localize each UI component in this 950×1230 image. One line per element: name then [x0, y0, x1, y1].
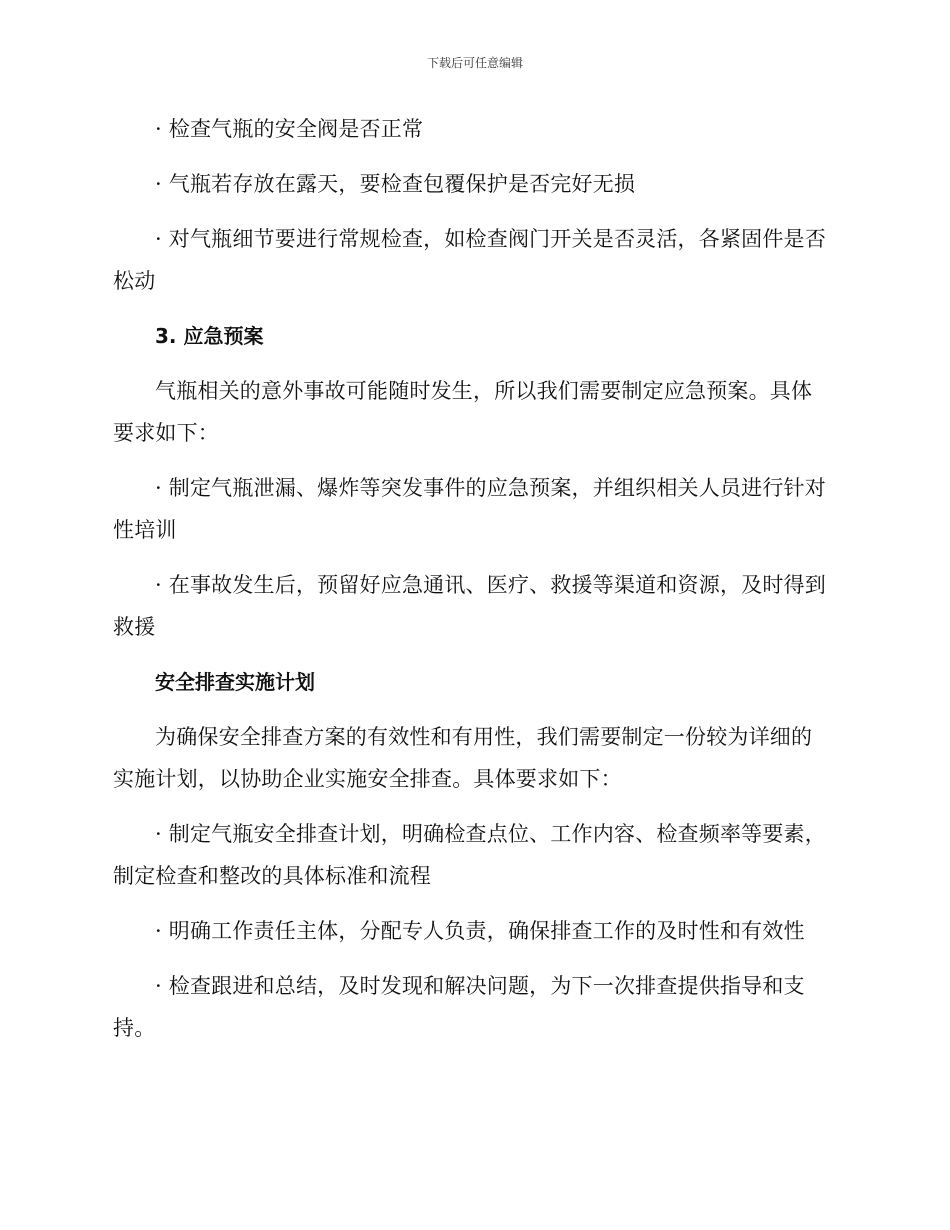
paragraph-emergency-bullet-1: · 制定气瓶泄漏、爆炸等突发事件的应急预案，并组织相关人员进行针对性培训 [113, 476, 826, 542]
paragraph-plan-bullet-2: · 明确工作责任主体，分配专人负责，确保排查工作的及时性和有效性 [155, 919, 805, 943]
paragraph-plan-intro: 为确保安全排查方案的有效性和有用性，我们需要制定一份较为详细的实施计划，以协助企业实施安全排查。具体要求如下： [113, 725, 813, 791]
header-note: 下载后可任意编辑 [426, 56, 523, 70]
section-heading-plan: 安全排查实施计划 [155, 670, 315, 694]
document-content [113, 108, 833, 1062]
paragraph-plan-bullet-3: · 检查跟进和总结，及时发现和解决问题，为下一次排查提供指导和支持。 [113, 974, 805, 1040]
paragraph-emergency-bullet-2: · 在事故发生后，预留好应急通讯、医疗、救援等渠道和资源，及时得到救援 [113, 573, 826, 639]
paragraph-emergency-intro: 气瓶相关的意外事故可能随时发生，所以我们需要制定应急预案。具体要求如下： [113, 379, 813, 445]
paragraph-bullet-1: · 检查气瓶的安全阀是否正常 [155, 117, 424, 141]
paragraph-bullet-3: · 对气瓶细节要进行常规检查，如检查阀门开关是否灵活，各紧固件是否松动 [113, 227, 826, 293]
section-heading-emergency: 3. 应急预案 [155, 324, 264, 348]
paragraph-bullet-2: · 气瓶若存放在露天，要检查包覆保护是否完好无损 [155, 172, 636, 196]
paragraph-plan-bullet-1: · 制定气瓶安全排查计划，明确检查点位、工作内容、检查频率等要素，制定检查和整改的具体标准和流程 [113, 822, 826, 888]
